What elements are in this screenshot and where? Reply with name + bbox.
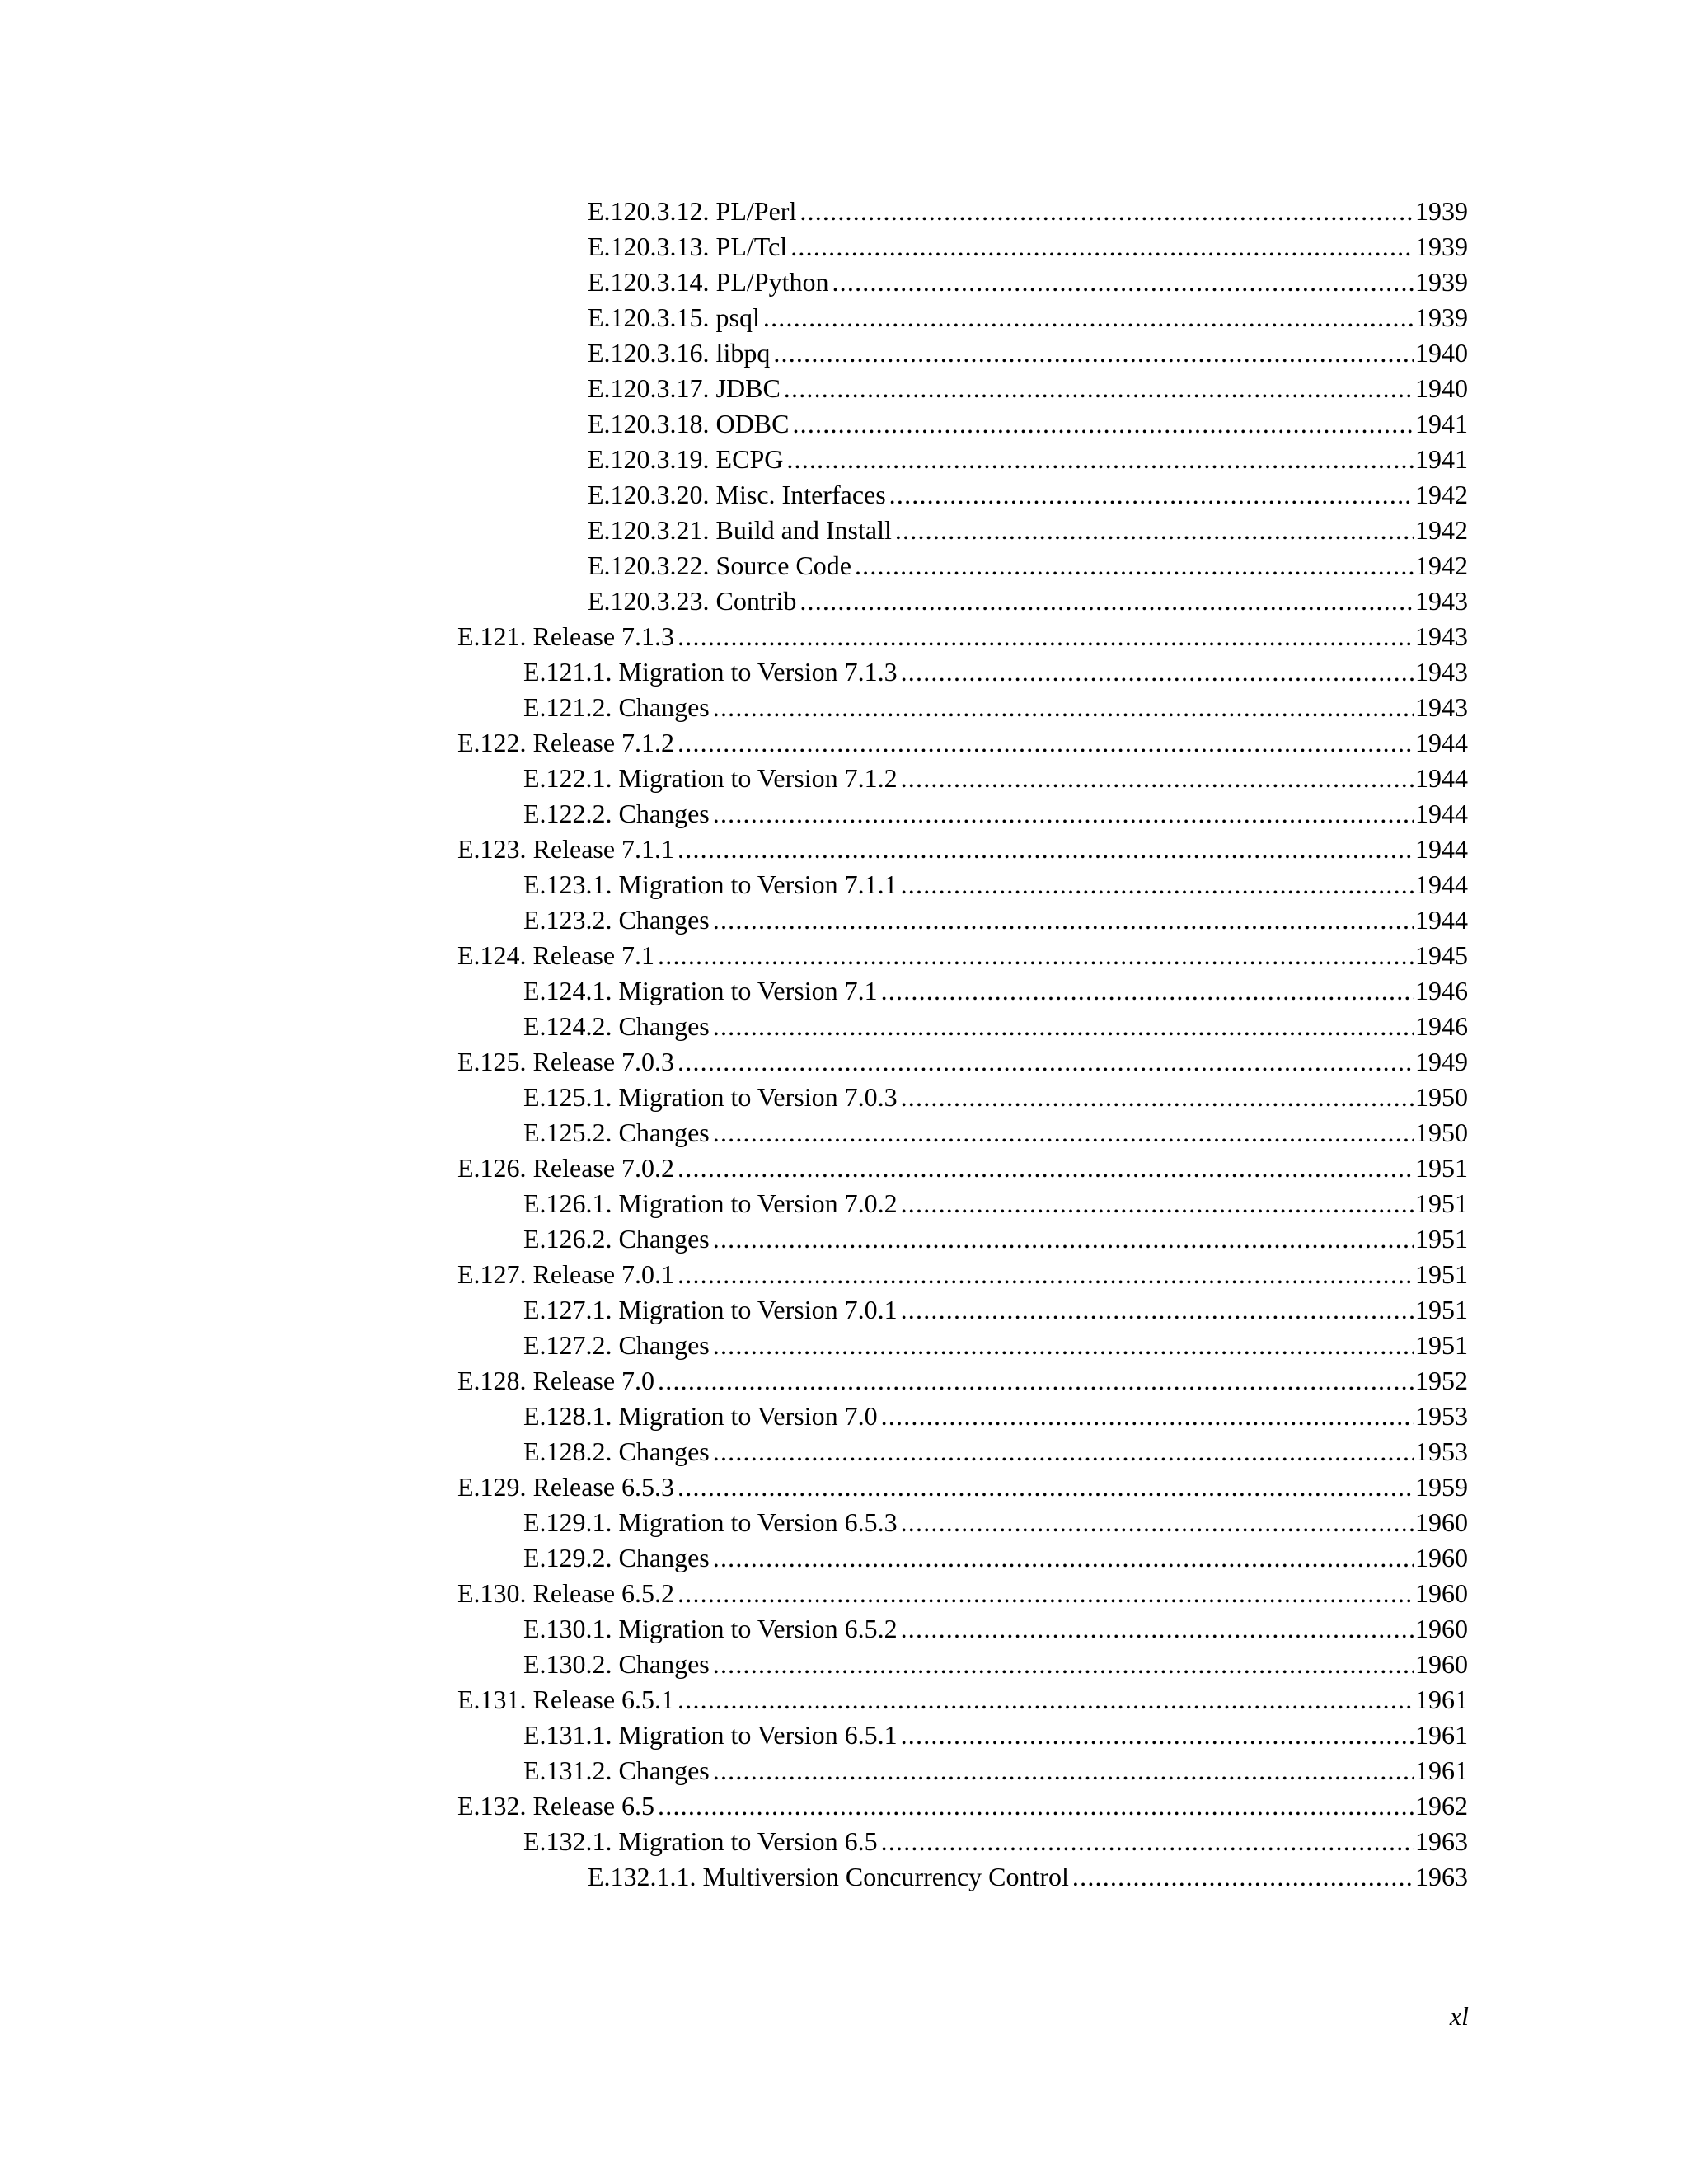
toc-entry-title: E.126.2. Changes: [523, 1224, 710, 1254]
toc-entry-line: [523, 867, 1468, 902]
toc-entry-page-number: 1949: [1415, 1047, 1468, 1076]
toc-entry-line: [523, 902, 1468, 938]
dot-leader: [713, 690, 1414, 725]
toc-entry[interactable]: [0, 513, 1688, 548]
dot-leader: [799, 194, 1414, 229]
toc-entry-page-number: 1952: [1415, 1366, 1468, 1395]
toc-entry-line: [588, 371, 1468, 406]
toc-entry-page-number: 1960: [1415, 1578, 1468, 1608]
toc-entry-line: [523, 690, 1468, 725]
toc-entry-title: E.123.1. Migration to Version 7.1.1: [523, 869, 898, 899]
toc-entry-title: E.127. Release 7.0.1: [457, 1259, 675, 1289]
toc-entry-line: [457, 1576, 1468, 1611]
toc-entry-title: E.124.1. Migration to Version 7.1: [523, 976, 878, 1005]
toc-entry-line: [523, 1221, 1468, 1257]
toc-entry[interactable]: [0, 1328, 1688, 1363]
toc-entry[interactable]: [0, 1080, 1688, 1115]
toc-entry[interactable]: [0, 477, 1688, 513]
toc-entry-title: E.131.1. Migration to Version 6.5.1: [523, 1720, 898, 1750]
toc-entry[interactable]: [0, 867, 1688, 902]
toc-entry-title: E.120.3.12. PL/Perl: [588, 196, 797, 226]
toc-entry-title: E.122.1. Migration to Version 7.1.2: [523, 763, 898, 793]
toc-entry[interactable]: [0, 690, 1688, 725]
toc-entry-title: E.126.1. Migration to Version 7.0.2: [523, 1188, 898, 1218]
toc-entry-line: [523, 761, 1468, 796]
toc-entry[interactable]: [0, 1611, 1688, 1647]
toc-entry-title: E.121.1. Migration to Version 7.1.3: [523, 657, 898, 687]
toc-entry-line: [588, 406, 1468, 442]
dot-leader: [678, 832, 1414, 867]
toc-entry-line: [523, 1009, 1468, 1044]
toc-entry-page-number: 1963: [1415, 1862, 1468, 1891]
dot-leader: [713, 1753, 1414, 1788]
toc-entry[interactable]: [0, 1292, 1688, 1328]
toc-entry-line: [457, 832, 1468, 867]
toc-entry[interactable]: [0, 1221, 1688, 1257]
dot-leader: [763, 300, 1414, 335]
toc-entry-line: [588, 335, 1468, 371]
dot-leader: [658, 1788, 1414, 1824]
toc-entry-page-number: 1951: [1415, 1259, 1468, 1289]
toc-entry[interactable]: [0, 619, 1688, 654]
toc-entry[interactable]: [0, 654, 1688, 690]
toc-entry-line: [523, 1434, 1468, 1469]
toc-entry-line: [457, 1788, 1468, 1824]
toc-entry[interactable]: [0, 1044, 1688, 1080]
toc-entry-page-number: 1939: [1415, 196, 1468, 226]
toc-entry-page-number: 1951: [1415, 1295, 1468, 1324]
toc-entry-page-number: 1959: [1415, 1472, 1468, 1502]
toc-entry-line: [588, 548, 1468, 583]
toc-entry-line: [523, 796, 1468, 832]
toc-entry-title: E.121. Release 7.1.3: [457, 621, 675, 651]
dot-leader: [855, 548, 1414, 583]
toc-entry[interactable]: [0, 1186, 1688, 1221]
dot-leader: [678, 1044, 1414, 1080]
dot-leader: [889, 477, 1414, 513]
toc-entry-page-number: 1942: [1415, 515, 1468, 545]
toc-entry-page-number: 1961: [1415, 1755, 1468, 1785]
dot-leader: [773, 335, 1414, 371]
toc-entry-line: [523, 973, 1468, 1009]
toc-entry-title: E.122. Release 7.1.2: [457, 728, 675, 757]
toc-entry-page-number: 1940: [1415, 338, 1468, 368]
toc-entry-page-number: 1940: [1415, 373, 1468, 403]
toc-entry-page-number: 1944: [1415, 763, 1468, 793]
toc-entry-title: E.120.3.15. psql: [588, 302, 760, 332]
toc-entry[interactable]: [0, 1788, 1688, 1824]
dot-leader: [658, 938, 1414, 973]
dot-leader: [1072, 1859, 1414, 1895]
dot-leader: [678, 1469, 1414, 1505]
dot-leader: [713, 1328, 1414, 1363]
toc-entry-title: E.120.3.20. Misc. Interfaces: [588, 480, 886, 509]
toc-entry[interactable]: [0, 1859, 1688, 1895]
toc-entry-line: [523, 1505, 1468, 1540]
toc-entry[interactable]: [0, 1718, 1688, 1753]
toc-entry[interactable]: [0, 1576, 1688, 1611]
toc-entry-title: E.122.2. Changes: [523, 799, 710, 828]
toc-entry-page-number: 1945: [1415, 940, 1468, 970]
toc-entry-line: [457, 1469, 1468, 1505]
toc-entry-line: [523, 1080, 1468, 1115]
toc-entry-title: E.132.1.1. Multiversion Concurrency Control: [588, 1862, 1069, 1891]
toc-entry-line: [588, 477, 1468, 513]
toc-entry-page-number: 1951: [1415, 1188, 1468, 1218]
toc-entry[interactable]: [0, 548, 1688, 583]
toc-entry-line: [588, 1859, 1468, 1895]
toc-entry[interactable]: [0, 832, 1688, 867]
toc-entry-title: E.123.2. Changes: [523, 905, 710, 935]
toc-entry[interactable]: [0, 1009, 1688, 1044]
toc-entry-title: E.130.2. Changes: [523, 1649, 710, 1679]
toc-entry-title: E.128. Release 7.0: [457, 1366, 655, 1395]
toc-entry-page-number: 1953: [1415, 1401, 1468, 1431]
toc-entry-line: [588, 194, 1468, 229]
toc-entry-title: E.129.2. Changes: [523, 1543, 710, 1572]
toc-entry-page-number: 1939: [1415, 302, 1468, 332]
dot-leader: [901, 1080, 1414, 1115]
toc-entry-title: E.124.2. Changes: [523, 1011, 710, 1041]
toc-entry-line: [588, 265, 1468, 300]
dot-leader: [678, 1151, 1414, 1186]
toc-entry-title: E.120.3.16. libpq: [588, 338, 771, 368]
toc-entry-title: E.120.3.14. PL/Python: [588, 267, 829, 297]
toc-entry[interactable]: [0, 1824, 1688, 1859]
toc-entry-line: [457, 1044, 1468, 1080]
toc-entry-page-number: 1960: [1415, 1614, 1468, 1643]
toc-entry-title: E.120.3.22. Source Code: [588, 551, 851, 580]
toc-entry-title: E.120.3.21. Build and Install: [588, 515, 892, 545]
toc-entry-page-number: 1944: [1415, 905, 1468, 935]
toc-entry-line: [588, 229, 1468, 265]
toc-entry-page-number: 1951: [1415, 1153, 1468, 1183]
dot-leader: [678, 1576, 1414, 1611]
toc-entry-page-number: 1946: [1415, 976, 1468, 1005]
toc-entry-line: [523, 1647, 1468, 1682]
toc-entry-line: [457, 619, 1468, 654]
toc-entry-page-number: 1950: [1415, 1118, 1468, 1147]
toc-entry-page-number: 1944: [1415, 799, 1468, 828]
dot-leader: [895, 513, 1414, 548]
toc-entry[interactable]: [0, 442, 1688, 477]
toc-entry-title: E.120.3.17. JDBC: [588, 373, 781, 403]
toc-entry[interactable]: [0, 1540, 1688, 1576]
toc-entry-title: E.123. Release 7.1.1: [457, 834, 675, 864]
toc-entry-page-number: 1961: [1415, 1720, 1468, 1750]
toc-entry[interactable]: [0, 1151, 1688, 1186]
toc-entry-page-number: 1960: [1415, 1507, 1468, 1537]
toc-entry-title: E.132.1. Migration to Version 6.5: [523, 1826, 878, 1856]
toc-entry-page-number: 1962: [1415, 1791, 1468, 1821]
toc-entry[interactable]: [0, 938, 1688, 973]
dot-leader: [658, 1363, 1414, 1399]
toc-entry[interactable]: [0, 265, 1688, 300]
dot-leader: [713, 1009, 1414, 1044]
toc-entry[interactable]: [0, 761, 1688, 796]
toc-entry-title: E.129.1. Migration to Version 6.5.3: [523, 1507, 898, 1537]
dot-leader: [832, 265, 1414, 300]
toc-entry-line: [523, 1753, 1468, 1788]
toc-entry[interactable]: [0, 335, 1688, 371]
toc-entry-page-number: 1944: [1415, 869, 1468, 899]
toc-entry-page-number: 1942: [1415, 480, 1468, 509]
toc-entry-line: [523, 1540, 1468, 1576]
toc-entry[interactable]: [0, 1682, 1688, 1718]
toc-entry[interactable]: [0, 725, 1688, 761]
toc-entry-title: E.120.3.13. PL/Tcl: [588, 232, 788, 261]
toc-entry-line: [457, 1363, 1468, 1399]
toc-entry-page-number: 1951: [1415, 1224, 1468, 1254]
toc-entry-line: [523, 1328, 1468, 1363]
dot-leader: [678, 619, 1414, 654]
toc-entry[interactable]: [0, 1753, 1688, 1788]
toc-entry-title: E.127.2. Changes: [523, 1330, 710, 1360]
dot-leader: [713, 796, 1414, 832]
dot-leader: [678, 1257, 1414, 1292]
toc-entry-page-number: 1960: [1415, 1649, 1468, 1679]
toc-entry[interactable]: [0, 973, 1688, 1009]
toc-entry-title: E.129. Release 6.5.3: [457, 1472, 675, 1502]
dot-leader: [678, 725, 1414, 761]
toc-entry-page-number: 1939: [1415, 232, 1468, 261]
toc-entry-page-number: 1939: [1415, 267, 1468, 297]
toc-entry-page-number: 1941: [1415, 444, 1468, 474]
toc-entry[interactable]: [0, 1115, 1688, 1151]
toc-entry-title: E.131. Release 6.5.1: [457, 1685, 675, 1714]
toc-entry[interactable]: [0, 406, 1688, 442]
toc-entry-page-number: 1944: [1415, 728, 1468, 757]
dot-leader: [713, 1540, 1414, 1576]
toc-entry-line: [523, 1115, 1468, 1151]
toc-entry-line: [588, 513, 1468, 548]
toc-entry-page-number: 1960: [1415, 1543, 1468, 1572]
toc-entry-line: [457, 1151, 1468, 1186]
toc-entry-line: [523, 1718, 1468, 1753]
toc-entry-line: [457, 725, 1468, 761]
toc-entry[interactable]: [0, 583, 1688, 619]
toc-entry-line: [588, 300, 1468, 335]
toc-entry-title: E.130. Release 6.5.2: [457, 1578, 675, 1608]
dot-leader: [713, 1434, 1414, 1469]
dot-leader: [713, 1647, 1414, 1682]
toc-entry-page-number: 1943: [1415, 586, 1468, 616]
toc-entry[interactable]: [0, 1363, 1688, 1399]
dot-leader: [713, 1115, 1414, 1151]
toc-entry-page-number: 1950: [1415, 1082, 1468, 1112]
toc-entry[interactable]: [0, 229, 1688, 265]
toc-entry-title: E.120.3.23. Contrib: [588, 586, 797, 616]
toc-entry-page-number: 1943: [1415, 621, 1468, 651]
dot-leader: [901, 867, 1414, 902]
dot-leader: [713, 902, 1414, 938]
toc-entry-title: E.125.1. Migration to Version 7.0.3: [523, 1082, 898, 1112]
toc-entry-page-number: 1941: [1415, 409, 1468, 438]
dot-leader: [901, 654, 1414, 690]
toc-entry-line: [523, 1399, 1468, 1434]
dot-leader: [881, 973, 1414, 1009]
toc-entry-line: [523, 1611, 1468, 1647]
toc-entry-line: [523, 1186, 1468, 1221]
dot-leader: [790, 229, 1414, 265]
toc-entry-title: E.126. Release 7.0.2: [457, 1153, 675, 1183]
toc-entry-line: [523, 1292, 1468, 1328]
toc-entry[interactable]: [0, 1257, 1688, 1292]
toc-entry-page-number: 1944: [1415, 834, 1468, 864]
toc-entry-page-number: 1946: [1415, 1011, 1468, 1041]
toc-entry-page-number: 1951: [1415, 1330, 1468, 1360]
toc-entry[interactable]: [0, 796, 1688, 832]
dot-leader: [792, 406, 1414, 442]
toc-entry-page-number: 1943: [1415, 692, 1468, 722]
toc-entry[interactable]: [0, 371, 1688, 406]
toc-entry-line: [457, 938, 1468, 973]
dot-leader: [901, 1718, 1414, 1753]
toc-entry-title: E.127.1. Migration to Version 7.0.1: [523, 1295, 898, 1324]
toc-entry-title: E.128.1. Migration to Version 7.0: [523, 1401, 878, 1431]
dot-leader: [786, 442, 1414, 477]
dot-leader: [678, 1682, 1414, 1718]
toc-entry-title: E.121.2. Changes: [523, 692, 710, 722]
dot-leader: [784, 371, 1414, 406]
toc-entry-title: E.125. Release 7.0.3: [457, 1047, 675, 1076]
toc-entry-page-number: 1942: [1415, 551, 1468, 580]
toc-entry-line: [457, 1682, 1468, 1718]
toc-entry-title: E.120.3.19. ECPG: [588, 444, 784, 474]
toc-entry-title: E.130.1. Migration to Version 6.5.2: [523, 1614, 898, 1643]
toc-entry-title: E.128.2. Changes: [523, 1436, 710, 1466]
toc-entry-title: E.120.3.18. ODBC: [588, 409, 790, 438]
toc-entry[interactable]: [0, 194, 1688, 229]
dot-leader: [901, 761, 1414, 796]
toc-entry[interactable]: [0, 1505, 1688, 1540]
toc-entry-page-number: 1961: [1415, 1685, 1468, 1714]
toc-entry[interactable]: [0, 902, 1688, 938]
dot-leader: [901, 1505, 1414, 1540]
page-number: xl: [1449, 2001, 1469, 2031]
toc-entry-line: [523, 654, 1468, 690]
dot-leader: [881, 1824, 1414, 1859]
toc-entry-page-number: 1963: [1415, 1826, 1468, 1856]
toc-entry[interactable]: [0, 1399, 1688, 1434]
toc-entry-line: [523, 1824, 1468, 1859]
toc-entry[interactable]: [0, 1469, 1688, 1505]
dot-leader: [901, 1611, 1414, 1647]
toc-entry-line: [457, 1257, 1468, 1292]
dot-leader: [901, 1186, 1414, 1221]
toc-entry-title: E.131.2. Changes: [523, 1755, 710, 1785]
dot-leader: [901, 1292, 1414, 1328]
toc-entry-line: [588, 442, 1468, 477]
toc-entry[interactable]: [0, 1647, 1688, 1682]
toc-entry-title: E.124. Release 7.1: [457, 940, 655, 970]
toc-entry[interactable]: [0, 1434, 1688, 1469]
toc-entry[interactable]: [0, 300, 1688, 335]
toc-entry-title: E.132. Release 6.5: [457, 1791, 655, 1821]
table-of-contents: [0, 194, 1688, 1895]
toc-entry-line: [588, 583, 1468, 619]
toc-entry-page-number: 1953: [1415, 1436, 1468, 1466]
toc-entry-page-number: 1943: [1415, 657, 1468, 687]
dot-leader: [799, 583, 1414, 619]
toc-entry-title: E.125.2. Changes: [523, 1118, 710, 1147]
dot-leader: [713, 1221, 1414, 1257]
dot-leader: [881, 1399, 1414, 1434]
